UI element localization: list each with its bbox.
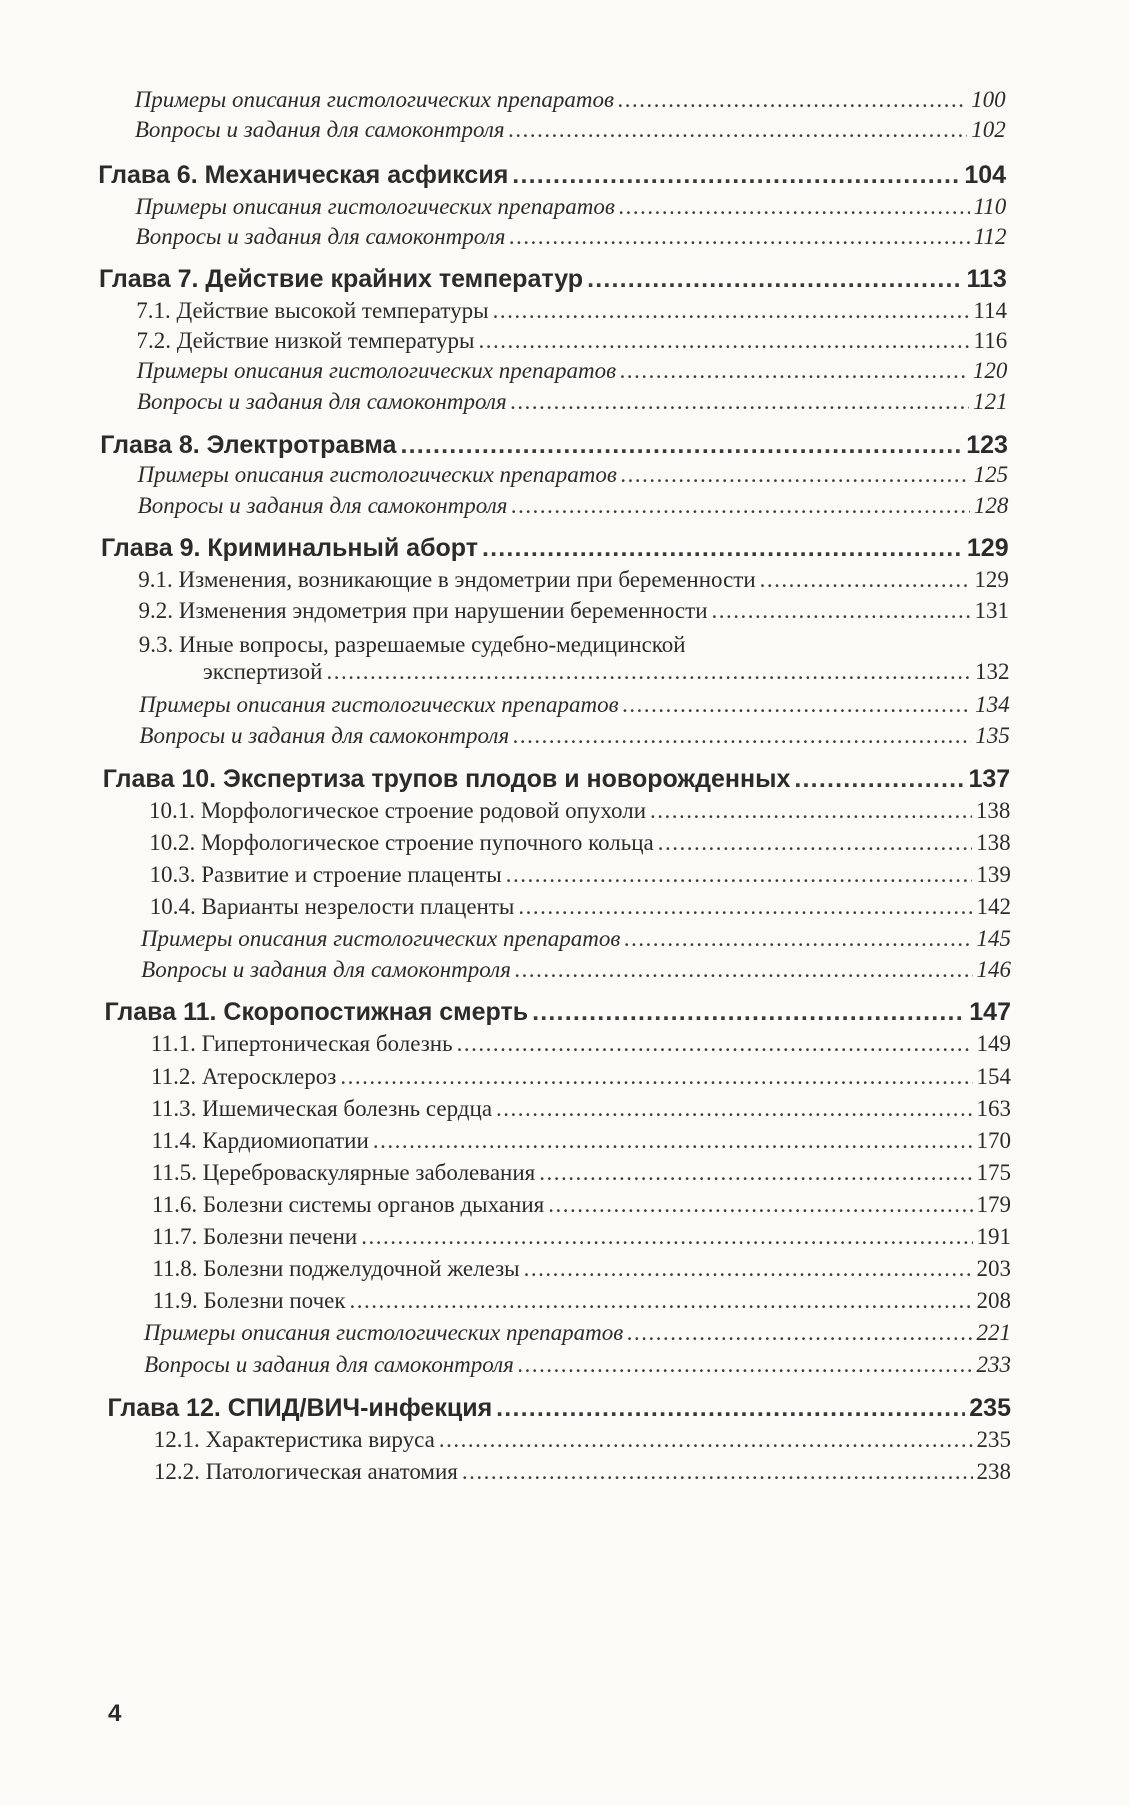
toc-entry-page: 120 <box>972 358 1008 383</box>
toc-entry-page: 139 <box>976 862 1011 887</box>
dot-leader <box>350 1286 973 1316</box>
toc-entry <box>138 565 1009 595</box>
toc-entry-title: 10.1. Морфологическое строение родовой опухоли <box>148 798 647 823</box>
toc-entry <box>137 387 1008 417</box>
toc-entry-page: 110 <box>973 194 1007 219</box>
dot-leader <box>760 565 971 595</box>
toc-entry <box>136 296 1007 326</box>
toc-entry-title: 10.4. Варианты незрелости плаценты <box>149 894 515 919</box>
toc-entry-title: Глава 10. Экспертиза трупов плодов и новорожденных <box>102 765 791 793</box>
toc-entry-page: 116 <box>973 328 1008 353</box>
dot-leader <box>513 721 971 751</box>
toc-entry-title: 11.5. Цереброваскулярные заболевания <box>151 1160 536 1185</box>
toc-entry-title: 11.9. Болезни почек <box>152 1288 346 1313</box>
toc-entry <box>137 460 1008 490</box>
dot-leader <box>462 1457 973 1487</box>
dot-leader <box>482 533 963 563</box>
toc-entry-title: 11.8. Болезни поджелудочной железы <box>152 1256 520 1281</box>
toc-entry-page: 146 <box>976 957 1011 982</box>
toc-entry-title: 11.7. Болезни печени <box>152 1224 358 1249</box>
toc-chapter-entry <box>100 430 1008 460</box>
toc-chapter-entry <box>101 533 1009 563</box>
toc-entry-page: 137 <box>968 765 1011 793</box>
dot-leader <box>618 85 967 115</box>
toc-entry-page: 142 <box>976 894 1011 919</box>
toc-entry <box>151 1029 1011 1059</box>
toc-entry-page: 221 <box>976 1320 1011 1345</box>
dot-leader <box>619 192 970 222</box>
dot-leader <box>532 997 965 1027</box>
toc-entry <box>151 1094 1011 1124</box>
toc-entry <box>139 721 1009 751</box>
dot-leader <box>493 296 970 326</box>
toc-entry-page: 129 <box>974 567 1009 592</box>
toc-entry-page: 149 <box>976 1031 1011 1056</box>
toc-entry-title: 9.1. Изменения, возникающие в эндометрии при беременности <box>138 567 756 592</box>
toc-entry-page: 154 <box>976 1064 1011 1089</box>
toc-entry-page: 235 <box>976 1427 1011 1452</box>
toc-entry-page: 179 <box>976 1192 1011 1217</box>
toc-entry-title: Примеры описания гистологических препаратов <box>140 926 621 951</box>
toc-entry-title: Глава 8. Электротравма <box>100 431 397 459</box>
dot-leader <box>623 690 972 720</box>
dot-leader <box>511 491 969 521</box>
toc-entry-title: 12.1. Характеристика вируса <box>153 1427 435 1452</box>
toc-entry-title: Глава 12. СПИД/ВИЧ-инфекция <box>107 1394 493 1422</box>
toc-entry-title: 7.1. Действие высокой температуры <box>136 298 489 323</box>
toc-entry-title: Примеры описания гистологических препаратов <box>135 194 615 219</box>
dot-leader <box>587 264 962 294</box>
toc-entry <box>151 1126 1011 1156</box>
toc-entry-page: 203 <box>976 1256 1011 1281</box>
toc-entry-title: Глава 9. Криминальный аборт <box>100 534 478 562</box>
toc-entry-page: 100 <box>971 87 1006 112</box>
toc-entry-title: 7.2. Действие низкой температуры <box>136 328 475 353</box>
toc-entry-title: Примеры описания гистологических препаратов <box>139 692 619 717</box>
toc-entry-page: 104 <box>964 161 1007 189</box>
toc-chapter-entry <box>98 160 1006 190</box>
dot-leader <box>524 1254 973 1284</box>
toc-entry <box>203 657 1010 687</box>
toc-entry <box>138 491 1009 521</box>
dot-leader <box>509 115 968 145</box>
toc-entry <box>149 796 1010 826</box>
toc-entry-page: 113 <box>966 265 1007 293</box>
dot-leader <box>457 1029 973 1059</box>
toc-entry-page: 208 <box>976 1288 1011 1313</box>
toc-entry-title: Примеры описания гистологических препаратов <box>143 1320 624 1345</box>
dot-leader <box>340 1062 972 1092</box>
toc-entry <box>152 1222 1011 1252</box>
toc-entry <box>136 326 1007 356</box>
dot-leader <box>620 356 969 386</box>
toc-entry <box>152 1158 1011 1188</box>
toc-entry <box>144 1318 1011 1348</box>
page-number: 4 <box>108 1700 122 1727</box>
dot-leader <box>794 764 964 794</box>
toc-entry-page: 170 <box>976 1128 1011 1153</box>
toc-entry <box>149 828 1010 858</box>
toc-entry-title: 9.2. Изменения эндометрия при нарушении беременности <box>138 598 708 623</box>
dot-leader <box>511 387 969 417</box>
toc-entry-page: 114 <box>973 298 1007 323</box>
toc-chapter-entry <box>104 997 1011 1027</box>
toc-entry-title: 11.1. Гипертоническая болезнь <box>150 1031 453 1056</box>
toc-entry-page: 132 <box>974 659 1010 684</box>
toc-entry-title: Вопросы и задания для самоконтроля <box>134 117 505 142</box>
dot-leader <box>712 596 971 626</box>
toc-entry-page: 102 <box>971 117 1006 142</box>
toc-entry <box>139 630 1010 660</box>
toc-chapter-entry <box>107 1393 1011 1423</box>
dot-leader <box>548 1190 972 1220</box>
toc-entry <box>137 356 1008 386</box>
toc-entry <box>141 955 1011 985</box>
dot-leader <box>518 892 972 922</box>
toc-entry-title: Глава 11. Скоропостижная смерть <box>104 998 529 1026</box>
toc-entry-page: 129 <box>966 534 1009 562</box>
toc-entry-page: 233 <box>976 1352 1011 1377</box>
dot-leader <box>624 924 972 954</box>
toc-entry-title: Вопросы и задания для самоконтроля <box>139 723 510 748</box>
toc-entry <box>136 222 1007 252</box>
toc-entry <box>135 85 1006 115</box>
toc-entry-page: 125 <box>973 462 1009 487</box>
toc-entry-page: 145 <box>976 926 1011 951</box>
toc-entry <box>152 1190 1011 1220</box>
toc-entry-page: 163 <box>976 1096 1011 1121</box>
toc-entry <box>138 596 1009 626</box>
toc-entry-title: Вопросы и задания для самоконтроля <box>136 389 507 414</box>
toc-entry <box>139 690 1010 720</box>
dot-leader <box>539 1158 972 1188</box>
toc-entry <box>135 192 1006 222</box>
toc-entry-title: 9.3. Иные вопросы, разрешаемые судебно-медицинской <box>138 632 686 657</box>
dot-leader <box>496 1393 965 1423</box>
toc-entry <box>141 924 1011 954</box>
toc-entry-page: 123 <box>966 431 1008 459</box>
toc-entry-title: Вопросы и задания для самоконтроля <box>137 493 508 518</box>
toc-entry <box>153 1286 1011 1316</box>
toc-entry-title: 11.3. Ишемическая болезнь сердца <box>151 1096 493 1121</box>
toc-entry-title: Глава 6. Механическая асфиксия <box>98 161 509 189</box>
toc-entry-page: 121 <box>973 389 1008 414</box>
toc-entry <box>150 892 1011 922</box>
toc-entry-title: Вопросы и задания для самоконтроля <box>135 224 506 249</box>
toc-entry-title: Вопросы и задания для самоконтроля <box>141 957 511 982</box>
dot-leader <box>518 1350 973 1380</box>
toc-entry-title: Глава 7. Действие крайних температур <box>98 265 584 293</box>
toc-entry <box>151 1062 1011 1092</box>
dot-leader <box>361 1222 972 1252</box>
toc-entry-page: 135 <box>975 723 1010 748</box>
toc-entry-title: 10.2. Морфологическое строение пупочного кольца <box>149 830 654 855</box>
dot-leader <box>506 860 973 890</box>
dot-leader <box>326 657 971 687</box>
toc-entry-page: 235 <box>969 1394 1011 1422</box>
toc-chapter-entry <box>103 764 1010 794</box>
dot-leader <box>621 460 970 490</box>
toc-entry-title: 10.3. Развитие и строение плаценты <box>149 862 502 887</box>
dot-leader <box>627 1318 972 1348</box>
toc-entry-title: Примеры описания гистологических препаратов <box>136 358 617 383</box>
toc-entry-title: 11.2. Атеросклероз <box>150 1064 337 1089</box>
toc-entry <box>154 1425 1011 1455</box>
dot-leader <box>496 1094 972 1124</box>
toc-entry-page: 138 <box>975 798 1011 823</box>
toc-entry-title: 12.2. Патологическая анатомия <box>153 1459 458 1484</box>
toc-entry-page: 175 <box>976 1160 1011 1185</box>
toc-entry-title: 11.6. Болезни системы органов дыхания <box>151 1192 545 1217</box>
toc-entry <box>149 860 1010 890</box>
toc-entry <box>144 1350 1011 1380</box>
toc-entry-page: 238 <box>976 1459 1011 1484</box>
dot-leader <box>509 222 969 252</box>
toc-entry-page: 112 <box>973 224 1007 249</box>
toc-entry <box>154 1457 1011 1487</box>
dot-leader <box>650 796 972 826</box>
toc-entry-title: Примеры описания гистологических препаратов <box>137 462 617 487</box>
dot-leader <box>512 160 960 190</box>
toc-chapter-entry <box>99 264 1007 294</box>
toc-entry <box>152 1254 1011 1284</box>
dot-leader <box>478 326 969 356</box>
toc-entry-page: 191 <box>976 1224 1011 1249</box>
dot-leader <box>515 955 973 985</box>
toc-entry-page: 134 <box>975 692 1010 717</box>
toc-entry-title: экспертизой <box>202 659 323 684</box>
dot-leader <box>400 430 962 460</box>
toc-entry-title: 11.4. Кардиомиопатии <box>151 1128 369 1153</box>
dot-leader <box>658 828 972 858</box>
toc-entry-page: 128 <box>973 493 1009 518</box>
toc-entry <box>135 115 1006 145</box>
toc-entry-page: 138 <box>976 830 1011 855</box>
dot-leader <box>439 1425 973 1455</box>
toc-entry-title: Примеры описания гистологических препаратов <box>134 87 615 112</box>
toc-entry-page: 131 <box>974 598 1010 623</box>
toc-entry-page: 147 <box>969 998 1011 1026</box>
dot-leader <box>373 1126 973 1156</box>
toc-entry-title: Вопросы и задания для самоконтроля <box>144 1352 514 1377</box>
